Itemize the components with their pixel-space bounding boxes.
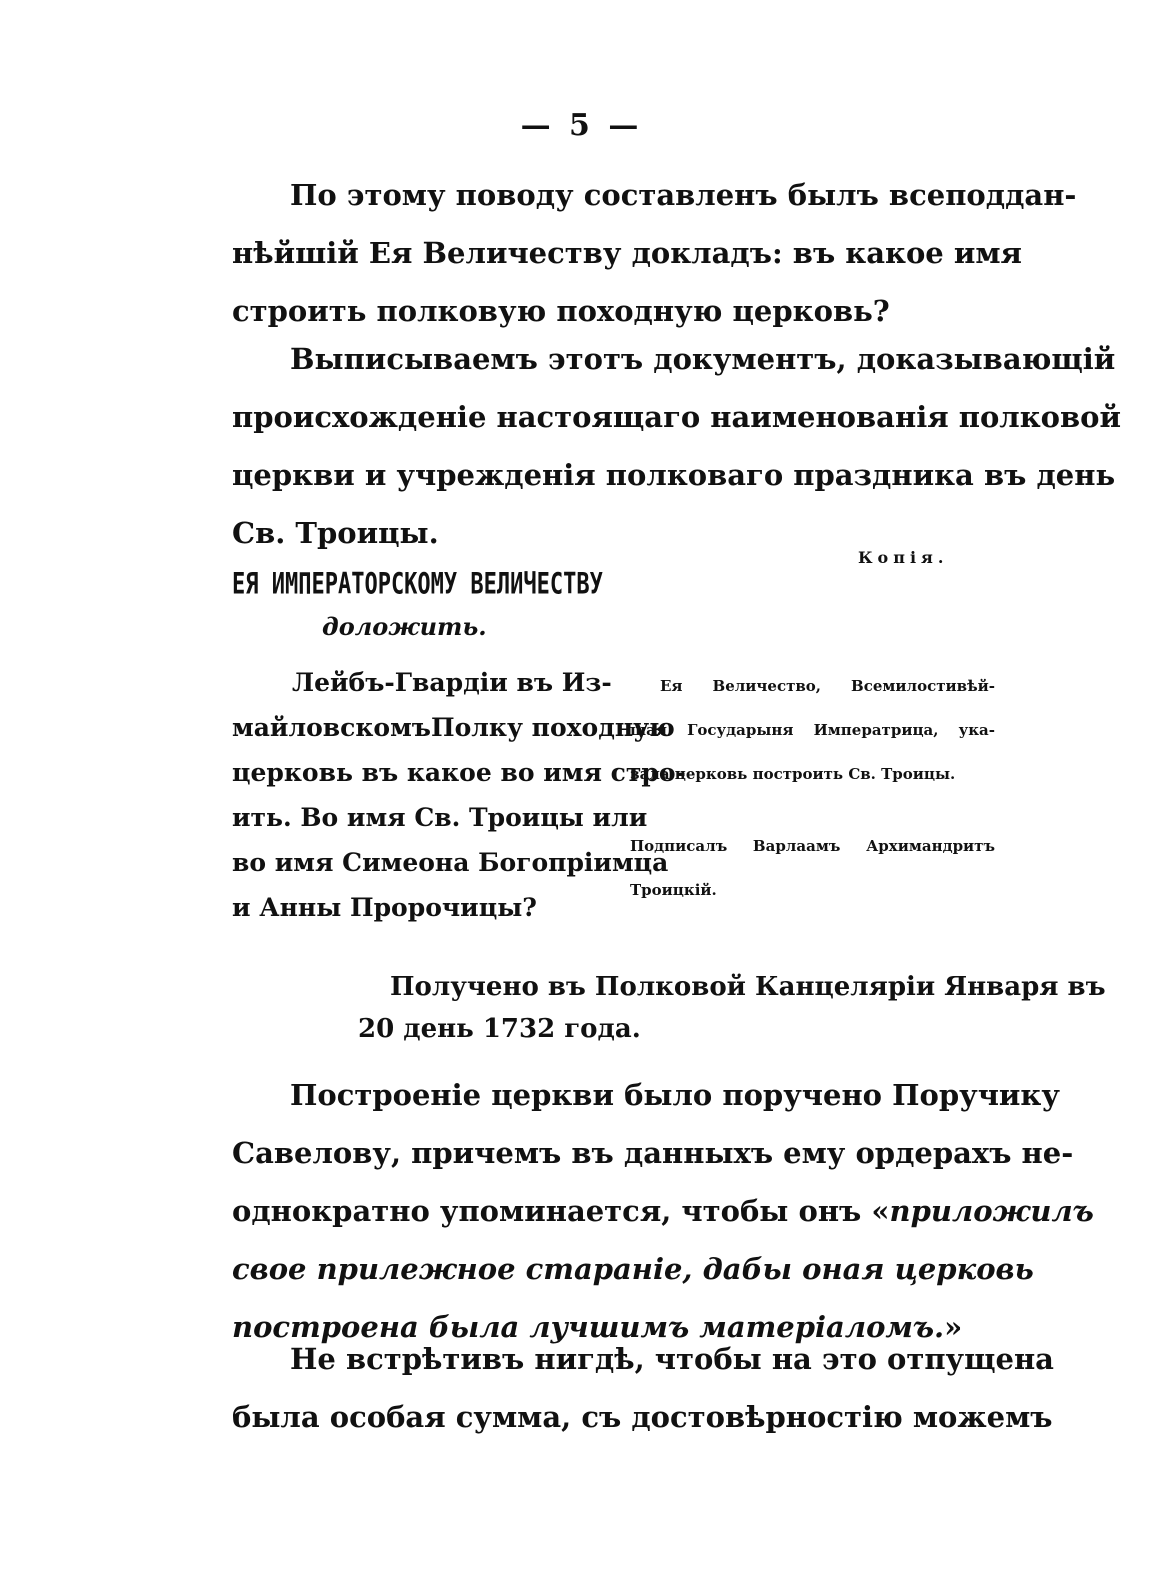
- paragraph-3-plain-segment: »: [944, 1310, 963, 1344]
- petition-line: во имя Симеона Богопріимца: [232, 848, 669, 877]
- petition-line: ить. Во имя Св. Троицы или: [232, 803, 648, 832]
- signature-line: Троицкій.: [630, 881, 717, 899]
- paragraph-4: [232, 1330, 1054, 1446]
- address-heading: ЕЯ ИМПЕРАТОРСКОМУ ВЕЛИЧЕСТВУ: [232, 568, 603, 602]
- paragraph-3-quote-segment: построена была лучшимъ матеріаломъ.: [232, 1310, 945, 1344]
- paragraph-3-plain-segment: однократно упоминается, чтобы онъ «: [232, 1194, 890, 1228]
- received-note: [358, 966, 1106, 1050]
- received-line: 20 день 1732 года.: [358, 1014, 641, 1044]
- paragraph-3-quote-segment: приложилъ: [889, 1194, 1094, 1228]
- resolution-line: шая Государыня Императрица, ука-: [630, 721, 995, 739]
- paragraph-2-line: Св. Троицы.: [232, 516, 439, 550]
- paragraph-1-line: По этому поводу составленъ былъ всеподдан-: [290, 178, 1077, 212]
- received-line: Получено въ Полковой Канцеляріи Января въ: [390, 972, 1106, 1002]
- paragraph-3-quote-line: свое прилежное стараніе, дабы оная церковь: [232, 1252, 1034, 1286]
- resolution-text: [630, 664, 995, 796]
- paragraph-1: [232, 166, 1077, 340]
- petition-line: Лейбъ-Гвардіи въ Из-: [292, 668, 612, 697]
- paragraph-2: [232, 330, 1122, 562]
- signature-line: Подписалъ Варлаамъ Архимандритъ: [630, 837, 995, 855]
- paragraph-3-line: Савелову, причемъ въ данныхъ ему ордерахъ не-: [232, 1136, 1074, 1170]
- address-subheading: доложить.: [322, 612, 487, 641]
- paragraph-4-line: была особая сумма, съ достовѣрностію можемъ: [232, 1400, 1053, 1434]
- resolution-line: зала церковь построить Св. Троицы.: [630, 765, 956, 783]
- paragraph-1-line: строить полковую походную церковь?: [232, 294, 890, 328]
- paragraph-4-line: Не встрѣтивъ нигдѣ, чтобы на это отпущена: [290, 1342, 1054, 1376]
- paragraph-3-line: [232, 1182, 1094, 1240]
- paragraph-3-line: Построеніе церкви было поручено Поручику: [290, 1078, 1060, 1112]
- page-number: — 5 —: [520, 108, 643, 143]
- copy-label: Копія.: [858, 548, 949, 567]
- paragraph-2-line: происхожденіе настоящаго наименованія полковой: [232, 400, 1122, 434]
- paragraph-2-line: церкви и учрежденія полковаго праздника въ день: [232, 458, 1116, 492]
- petition-line: и Анны Пророчицы?: [232, 893, 537, 922]
- signature-text: [630, 824, 995, 912]
- paragraph-3: [232, 1066, 1094, 1356]
- resolution-line: Ея Величество, Всемилостивѣй-: [660, 677, 995, 695]
- petition-line: церковь въ какое во имя стро-: [232, 758, 686, 787]
- paragraph-1-line: нѣйшій Ея Величеству докладъ: въ какое имя: [232, 236, 1022, 270]
- paragraph-2-line: Выписываемъ этотъ документъ, доказывающій: [290, 342, 1116, 376]
- petition-line: майловскомъПолку походную: [232, 713, 675, 742]
